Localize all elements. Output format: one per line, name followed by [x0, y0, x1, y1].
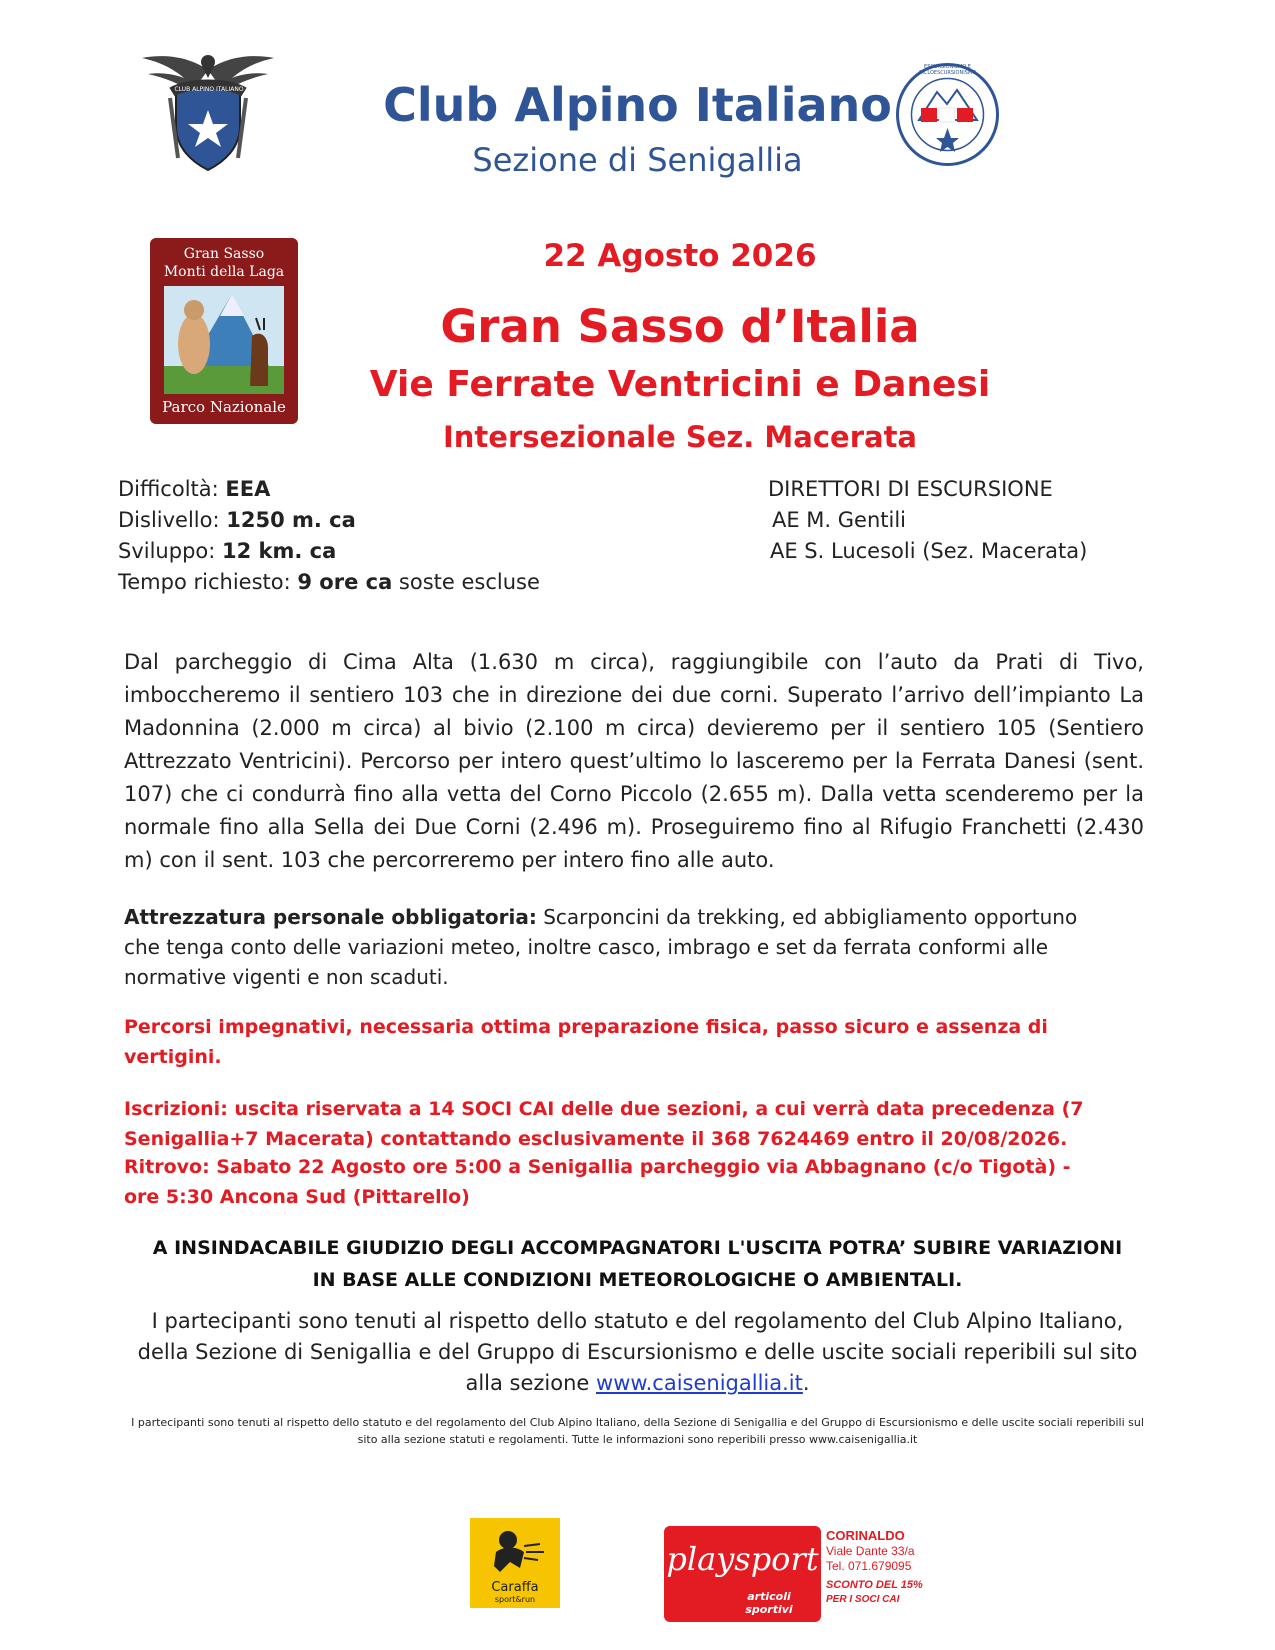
- escursionismo-logo-text: ESCURSIONISMO E CICLOESCURSIONISMO: [918, 64, 977, 76]
- escursionismo-badge-icon: [895, 62, 1000, 167]
- equipment-text: Scarponcini da trekking, ed abbigliamento opportuno che tenga conto delle variazioni meteo, inoltre casco, imbrago e set da ferrata conformi alle normative vigenti e non scaduti.: [124, 905, 1078, 989]
- conditions-disclaimer: A INSINDACABILE GIUDIZIO DEGLI ACCOMPAGNATORI L'USCITA POTRA’ SUBIRE VARIAZIONI IN BASE ALLE CONDIZIONI METEOROLOGICHE O AMBIENTALI.: [152, 1237, 1123, 1291]
- equipment-label: Attrezzatura personale obbligatoria:: [124, 905, 537, 929]
- elevation-value: 1250 m. ca: [226, 508, 356, 532]
- playsport-tag: articoli sportivi: [745, 1590, 793, 1616]
- park-logo: [150, 238, 298, 424]
- page-title: Club Alpino Italiano: [383, 78, 892, 132]
- store-phone: Tel. 071.679095: [826, 1559, 912, 1573]
- time-value: 9 ore ca: [297, 570, 393, 594]
- store-discount-note: PER I SOCI CAI: [826, 1594, 900, 1605]
- caraffa-tag: sport&run: [494, 1595, 536, 1604]
- trip-details: [118, 474, 678, 598]
- store-info: [826, 1528, 946, 1606]
- runner-icon: [470, 1522, 560, 1582]
- length-row: Sviluppo: 12 km. ca: [118, 539, 337, 563]
- length-value: 12 km. ca: [222, 539, 337, 563]
- mountain-chamois-icon: [164, 286, 284, 394]
- playsport-sponsor-logo: [664, 1526, 821, 1622]
- website-link[interactable]: www.caisenigallia.it: [596, 1371, 803, 1395]
- event-date: 22 Agosto 2026: [543, 238, 817, 274]
- time-row: Tempo richiesto: 9 ore ca soste escluse: [118, 570, 540, 594]
- store-discount: SCONTO DEL 15%: [826, 1579, 923, 1591]
- elevation-row: Dislivello: 1250 m. ca: [118, 508, 356, 532]
- playsport-name: playsport: [666, 1540, 819, 1578]
- escursionismo-logo: [895, 62, 1000, 167]
- directors-heading: DIRETTORI DI ESCURSIONE: [768, 477, 1053, 501]
- park-logo-image: [164, 286, 284, 394]
- cai-logo-text: CLUB ALPINO ITALIANO: [174, 86, 244, 93]
- director-1: AE M. Gentili: [772, 508, 907, 532]
- park-logo-line1: Gran Sasso: [183, 246, 265, 262]
- director-2: AE S. Lucesoli (Sez. Macerata): [770, 539, 1088, 563]
- small-print: I partecipanti sono tenuti al rispetto dello statuto e del regolamento del Club Alpino Italiano, della Sezione di Senigallia e del Gruppo di Escursionismo e delle uscite sociali reperibili sul sito alla sezione statuti e regolamenti. Tutte le informazioni sono reperibili presso www.caisenigallia.it: [131, 1416, 1144, 1446]
- directors: [768, 474, 1148, 567]
- store-city: CORINALDO: [826, 1528, 905, 1543]
- difficulty-warning: Percorsi impegnativi, necessaria ottima preparazione fisica, passo sicuro e assenza di vertigini.: [124, 1016, 1048, 1068]
- page-subtitle: Sezione di Senigallia: [472, 141, 803, 179]
- event-subtitle: Vie Ferrate Ventricini e Danesi: [369, 364, 991, 405]
- caraffa-name: Caraffa: [491, 1580, 539, 1595]
- caraffa-sponsor-logo: [470, 1518, 560, 1608]
- route-description: Dal parcheggio di Cima Alta (1.630 m circa), raggiungibile con l’auto da Prati di Tivo, imboccheremo il sentiero 103 che in direzione dei due corni. Superato l’arrivo dell’impianto La Madonnina (2.000 m circa) al bivio (2.100 m circa) devieremo per il sentiero 105 (Sentiero Attrezzato Ventricini). Percorso per intero quest’ultimo lo lasceremo per la Ferrata Danesi (sent. 107) che ci condurrà fino alla vetta del Corno Piccolo (2.655 m). Dalla vetta scenderemo per la normale fino alla Sella dei Due Corni (2.496 m). Proseguiremo fino al Rifugio Franchetti (2.430 m) con il sent. 103 che percorreremo per intero fino alle auto.: [124, 650, 1144, 872]
- meeting-info: Ritrovo: Sabato 22 Agosto ore 5:00 a Senigallia parcheggio via Abbagnano (c/o Tigotà) - ore 5:30 Ancona Sud (Pittarello): [124, 1156, 1071, 1208]
- difficulty-row: Difficoltà: EEA: [118, 477, 271, 501]
- park-logo-line2: Monti della Laga: [163, 264, 285, 280]
- registration-info: Iscrizioni: uscita riservata a 14 SOCI CAI delle due sezioni, a cui verrà data precedenza (7 Senigallia+7 Macerata) contattando esclusivamente il 368 7624469 entro il 20/08/2026.: [124, 1098, 1084, 1150]
- difficulty-value: EEA: [225, 477, 271, 501]
- event-intersection: Intersezionale Sez. Macerata: [443, 420, 917, 454]
- park-logo-line3: Parco Nazionale: [162, 398, 286, 416]
- store-address: Viale Dante 33/a: [826, 1544, 915, 1558]
- equipment-section: [124, 902, 1084, 992]
- participants-note: I partecipanti sono tenuti al rispetto dello statuto e del regolamento del Club Alpino Italiano, della Sezione di Senigallia e del Gruppo di Escursionismo e delle uscite sociali reperibili sul sito alla sezione www.caisenigallia.it.: [137, 1309, 1138, 1395]
- event-title: Gran Sasso d’Italia: [440, 300, 920, 353]
